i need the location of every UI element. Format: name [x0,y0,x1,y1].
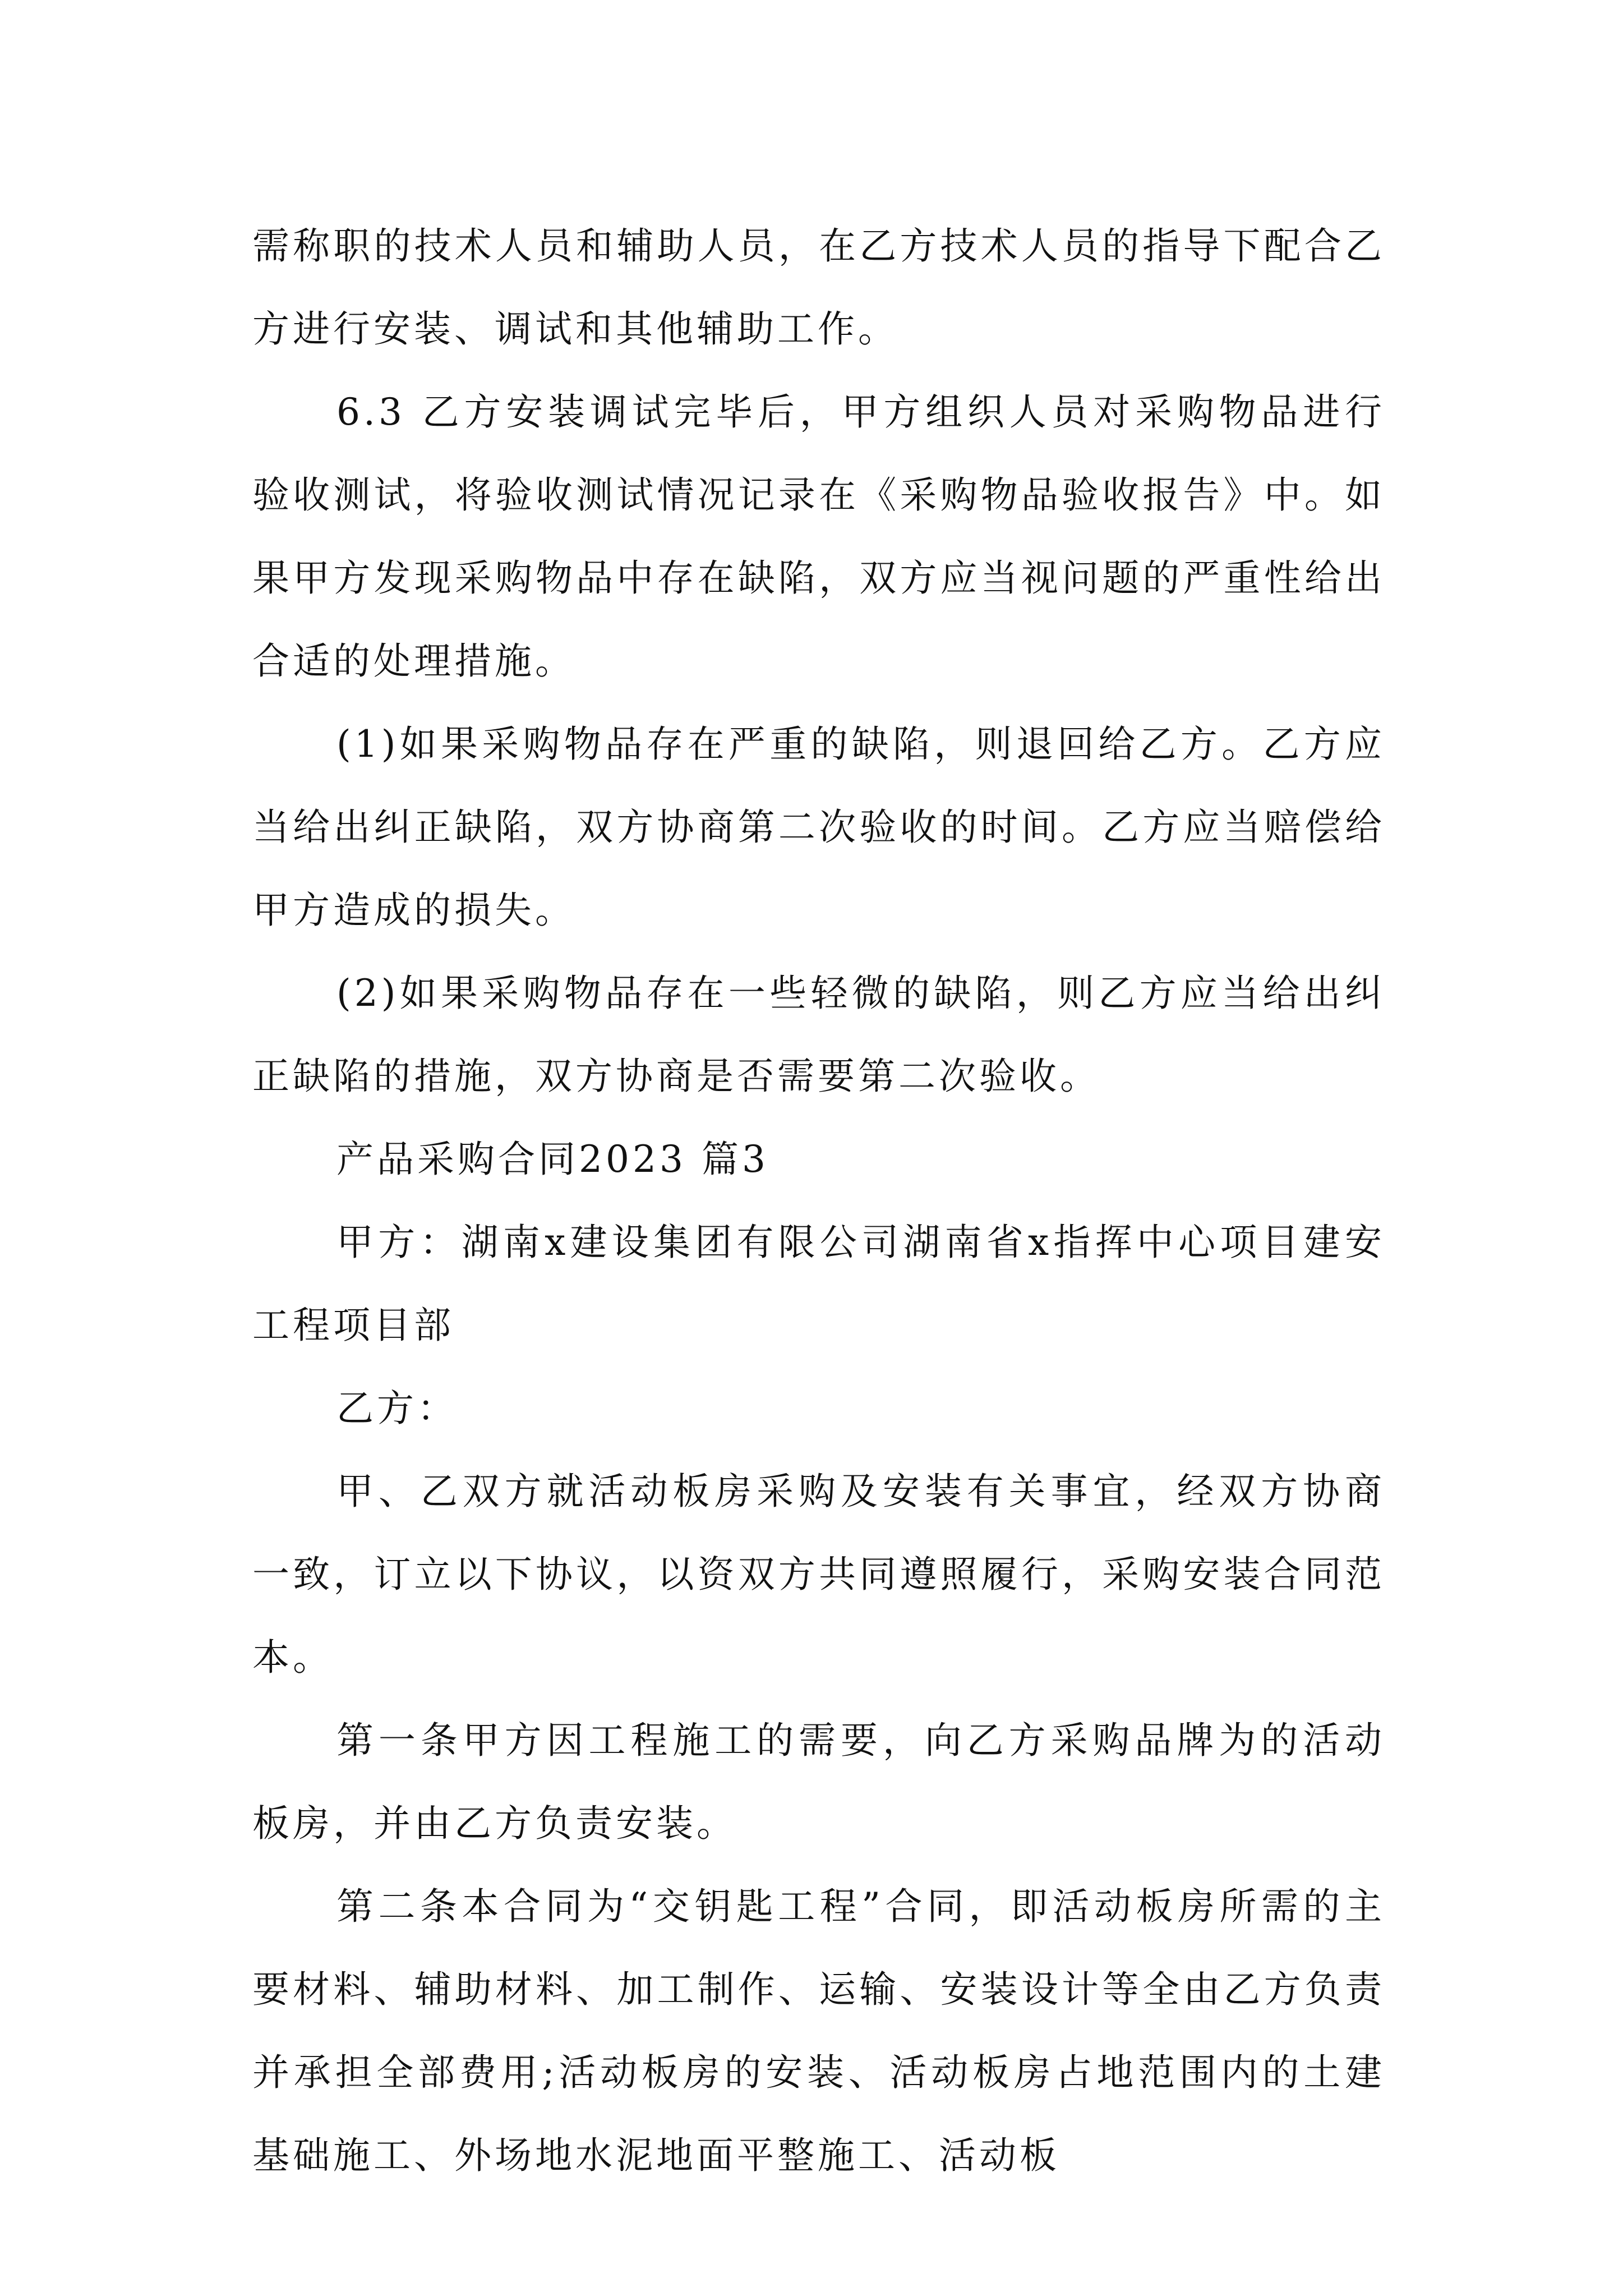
party-a: 甲方：湖南x建设集团有限公司湖南省x指挥中心项目建安工程项目部 [252,1221,1385,1347]
paragraph-1: 需称职的技术人员和辅助人员，在乙方技术人员的指导下配合乙方进行安装、调试和其他辅助工作。 [252,224,1385,351]
article-1: 第一条甲方因工程施工的需要，向乙方采购品牌为的活动板房，并由乙方负责安装。 [252,1719,1385,1845]
section-heading: 产品采购合同2023 篇3 [336,1138,769,1181]
agreement-intro: 甲、乙双方就活动板房采购及安装有关事宜，经双方协商一致，订立以下协议，以资双方共同遵照履行，采购安装合同范本。 [252,1470,1385,1679]
document-page [252,205,1385,2197]
article-2: 第二条本合同为“交钥匙工程”合同，即活动板房所需的主要材料、辅助材料、加工制作、运输、安装设计等全由乙方负责并承担全部费用;活动板房的安装、活动板房占地范围内的土建基础施工、外场地水泥地面平整施工、活动板 [252,1885,1385,2177]
paragraph-4: (2)如果采购物品存在一些轻微的缺陷，则乙方应当给出纠正缺陷的措施，双方协商是否需要第二次验收。 [252,972,1385,1098]
party-b: 乙方： [336,1387,458,1430]
paragraph-3: (1)如果采购物品存在严重的缺陷，则退回给乙方。乙方应当给出纠正缺陷，双方协商第二次验收的时间。乙方应当赔偿给甲方造成的损失。 [252,723,1385,932]
paragraph-2: 6.3 乙方安装调试完毕后，甲方组织人员对采购物品进行验收测试，将验收测试情况记录在《采购物品验收报告》中。如果甲方发现采购物品中存在缺陷，双方应当视问题的严重性给出合适的处理措施。 [252,390,1385,683]
